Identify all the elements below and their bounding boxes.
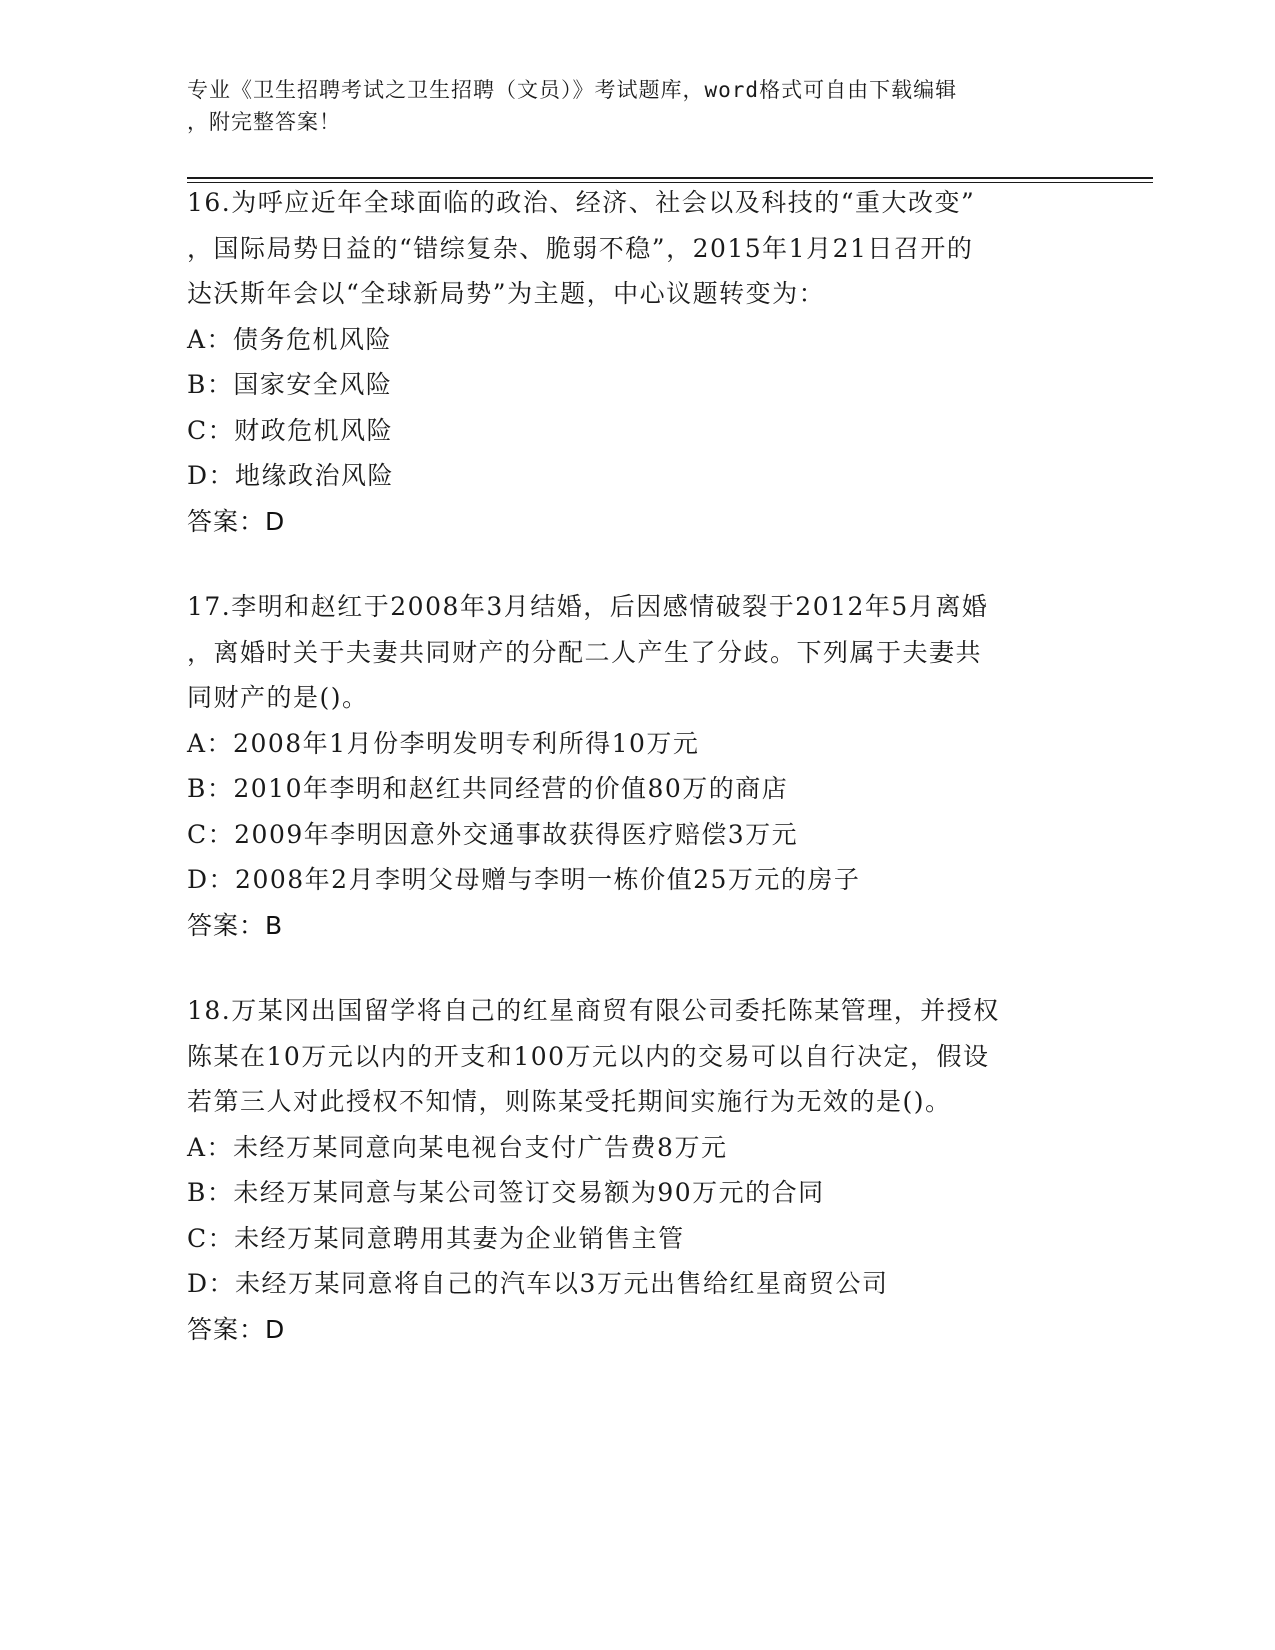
question-text-line: 18.万某冈出国留学将自己的红星商贸有限公司委托陈某管理，并授权 xyxy=(187,996,1000,1025)
question-text-line: 16.为呼应近年全球面临的政治、经济、社会以及科技的“重大改变” xyxy=(187,188,976,217)
answer-label: 答案：D xyxy=(187,1314,286,1344)
question-16 xyxy=(187,180,1087,544)
option-c: C：财政危机风险 xyxy=(187,415,394,445)
header-divider-thick xyxy=(187,177,1153,179)
option-b: B：2010年李明和赵红共同经营的价值80万的商店 xyxy=(187,774,789,803)
question-text-line: 17.李明和赵红于2008年3月结婚，后因感情破裂于2012年5月离婚 xyxy=(187,592,989,621)
question-text-line: ，国际局势日益的“错综复杂、脆弱不稳”，2015年1月21日召开的 xyxy=(187,233,974,263)
question-text-line: 同财产的是()。 xyxy=(187,683,369,712)
question-text-line: 陈某在10万元以内的开支和100万元以内的交易可以自行决定，假设 xyxy=(187,1041,990,1071)
document-header xyxy=(187,74,1087,138)
option-b: B：未经万某同意与某公司签订交易额为90万元的合同 xyxy=(187,1178,825,1207)
option-b: B：国家安全风险 xyxy=(187,370,393,399)
option-a: A：未经万某同意向某电视台支付广告费8万元 xyxy=(187,1132,728,1162)
option-a: A：债务危机风险 xyxy=(187,324,393,354)
option-a: A：2008年1月份李明发明专利所得10万元 xyxy=(187,728,700,758)
header-line-2: ，附完整答案！ xyxy=(187,110,341,134)
question-text-line: 达沃斯年会以“全球新局势”为主题，中心议题转变为： xyxy=(187,279,826,308)
question-18 xyxy=(187,988,1087,1352)
option-c: C：未经万某同意聘用其妻为企业销售主管 xyxy=(187,1223,685,1253)
option-d: D：2008年2月李明父母赠与李明一栋价值25万元的房子 xyxy=(187,865,861,894)
header-line-1: 专业《卫生招聘考试之卫生招聘（文员）》考试题库，word格式可自由下载编辑 xyxy=(187,78,958,102)
answer-label: 答案：D xyxy=(187,506,286,536)
question-text-line: ，离婚时关于夫妻共同财产的分配二人产生了分歧。下列属于夫妻共 xyxy=(187,637,983,667)
option-c: C：2009年李明因意外交通事故获得医疗赔偿3万元 xyxy=(187,819,799,849)
question-17 xyxy=(187,584,1087,948)
option-d: D：地缘政治风险 xyxy=(187,461,395,490)
answer-label: 答案：B xyxy=(187,910,284,940)
option-d: D：未经万某同意将自己的汽车以3万元出售给红星商贸公司 xyxy=(187,1269,889,1298)
question-text-line: 若第三人对此授权不知情，则陈某受托期间实施行为无效的是()。 xyxy=(187,1087,952,1116)
